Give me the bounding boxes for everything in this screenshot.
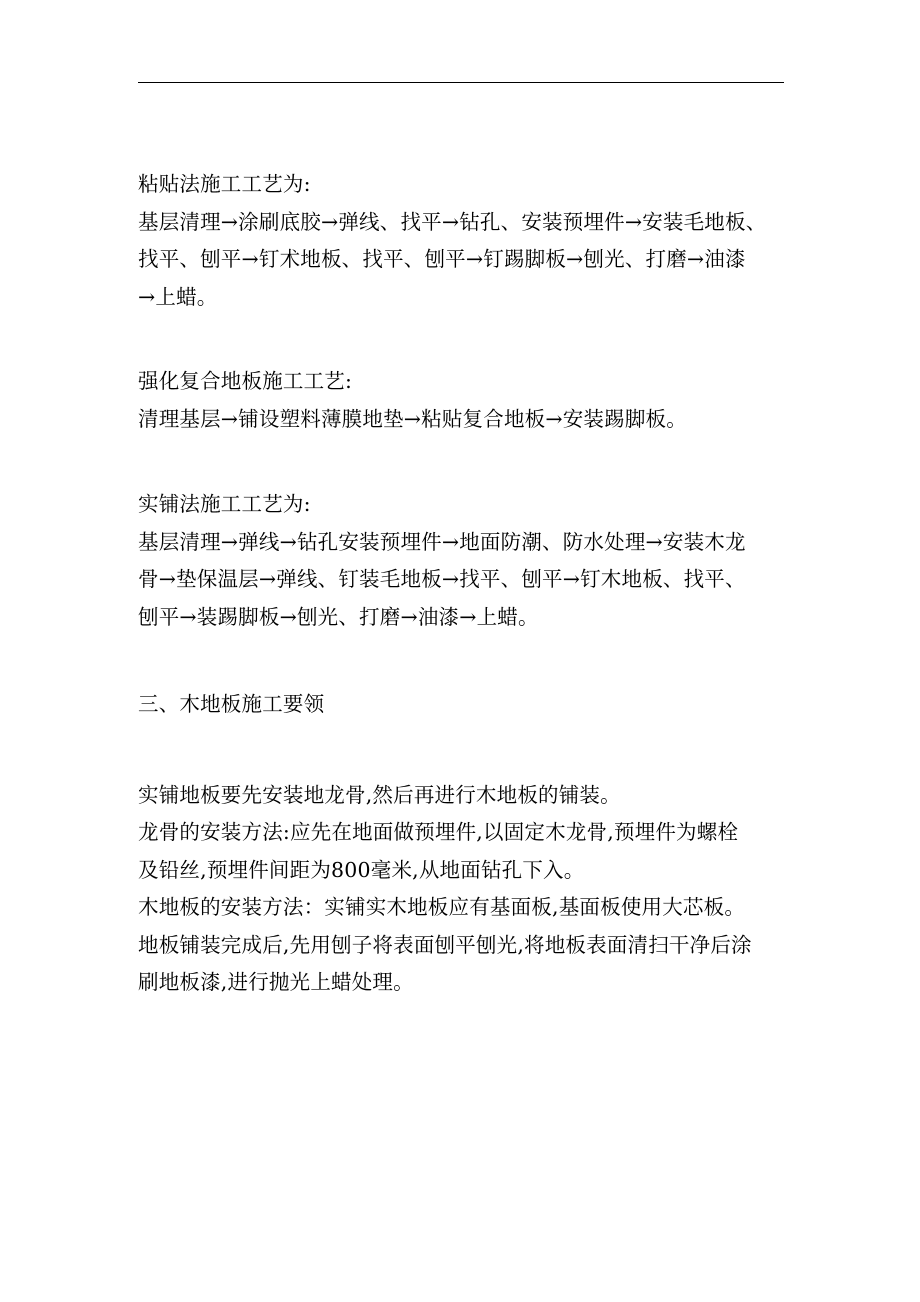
section-heading-laminate — [138, 363, 788, 401]
paragraph-solid-steps — [138, 524, 788, 637]
text-line: 基层清理→弹线→钻孔安装预埋件→地面防潮、防水处理→安装木龙 — [138, 529, 746, 554]
text-line: 木地板的安装方法：实铺实木地板应有基面板,基面板使用大芯板。 — [138, 895, 746, 919]
text-line: →上蜡。 — [138, 284, 218, 309]
text-line: 基层清理→涂刷底胶→弹线、找平→钻孔、安装预埋件→安装毛地板、 — [138, 209, 767, 234]
spacer — [138, 636, 788, 686]
paragraph-laminate-steps — [138, 401, 788, 439]
section-heading-key-points — [138, 686, 788, 724]
text-line: 刨平→装踢脚板→刨光、打磨→油漆→上蜡。 — [138, 604, 539, 629]
text-line: 地板铺装完成后,先用刨子将表面刨平刨光,将地板表面清扫干净后涂 — [138, 932, 752, 957]
text-line: 实铺法施工工艺为: — [138, 492, 311, 516]
text-line: 找平、刨平→钉术地板、找平、刨平→钉踢脚板→刨光、打磨→油漆 — [138, 247, 746, 271]
text-line: 粘贴法施工工艺为: — [138, 172, 311, 196]
section-heading-solid-method — [138, 486, 788, 524]
spacer — [138, 316, 788, 363]
spacer — [138, 724, 788, 777]
text-line: 三、木地板施工要领 — [138, 692, 325, 716]
text-line: 刷地板漆,进行抛光上蜡处理。 — [138, 970, 414, 994]
paragraph-adhesive-steps — [138, 204, 788, 317]
text-line: 及铅丝,预埋件间距为800毫米,从地面钻孔下入。 — [138, 857, 585, 882]
text-line: 清理基层→铺设塑料薄膜地垫→粘贴复合地板→安装踢脚板。 — [138, 406, 687, 431]
text-line: 骨→垫保温层→弹线、钉装毛地板→找平、刨平→钉木地板、找平、 — [138, 567, 746, 591]
text-line: 龙骨的安装方法:应先在地面做预埋件,以固定木龙骨,预埋件为螺栓 — [138, 820, 739, 844]
header-rule — [138, 82, 784, 83]
spacer — [138, 438, 788, 486]
text-line: 实铺地板要先安装地龙骨,然后再进行木地板的铺装。 — [138, 782, 621, 807]
section-heading-adhesive-method — [138, 166, 788, 204]
paragraph-key-points — [138, 777, 788, 1002]
document-body — [138, 166, 788, 1002]
text-line: 强化复合地板施工工艺: — [138, 369, 353, 393]
